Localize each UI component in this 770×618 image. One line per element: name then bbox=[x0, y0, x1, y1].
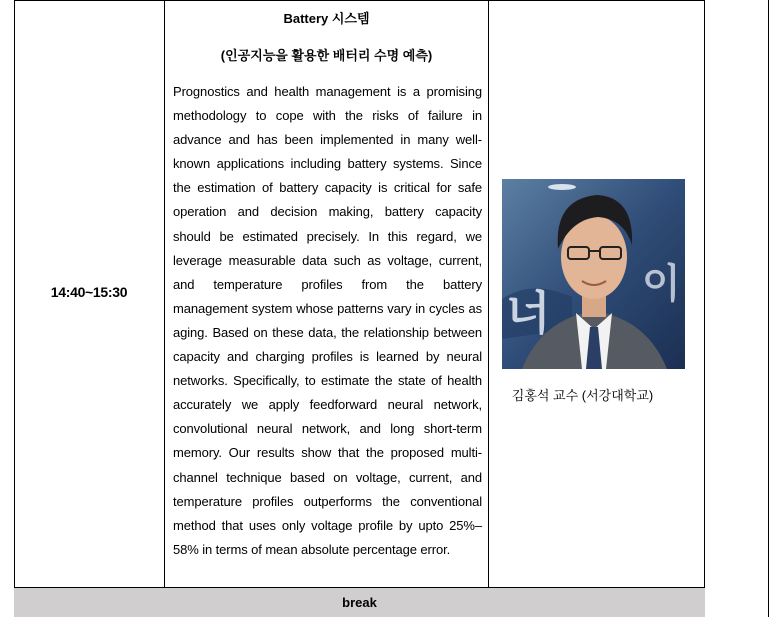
speaker-name: 김홍석 교수 (서강대학교) bbox=[511, 388, 654, 403]
svg-text:너: 너 bbox=[506, 286, 551, 340]
table-top-border bbox=[14, 0, 705, 1]
column-divider-2 bbox=[488, 0, 489, 587]
break-row: break bbox=[14, 587, 705, 617]
session-abstract: Prognostics and health management is a promising methodology to cope with the risks of failure in advance and has been implemented in many well-known applications including battery systems. Since the estimation of battery capacity is critical for safe operation and decision making, battery capacity should be estimated precisely. In this regard, we leverage measurable data such as voltage, current, and temperature profiles from the battery management system whose patterns vary in cycles as aging. Based on these data, the relationship between capacity and charging profiles is learned by neural networks. Specifically, to estimate the state of health accurately we apply feedforward neural network, convolutional neural network, and long short-term memory. Our results show that the proposed multi-channel technique based on voltage, current, and temperature profiles outperforms the conventional method that uses only voltage profile by upto 25%–58% in terms of mean absolute percentage error. bbox=[173, 84, 482, 557]
column-divider-1 bbox=[164, 0, 165, 587]
table-right-border bbox=[704, 0, 705, 617]
session-title: Battery 시스템 bbox=[283, 11, 370, 26]
session-subtitle: (인공지능을 활용한 배터리 수명 예측) bbox=[220, 48, 433, 63]
speaker-photo bbox=[502, 179, 685, 369]
svg-text:이: 이 bbox=[642, 261, 681, 307]
page-edge-line bbox=[768, 0, 769, 617]
session-time: 14:40~15:30 bbox=[50, 284, 128, 300]
